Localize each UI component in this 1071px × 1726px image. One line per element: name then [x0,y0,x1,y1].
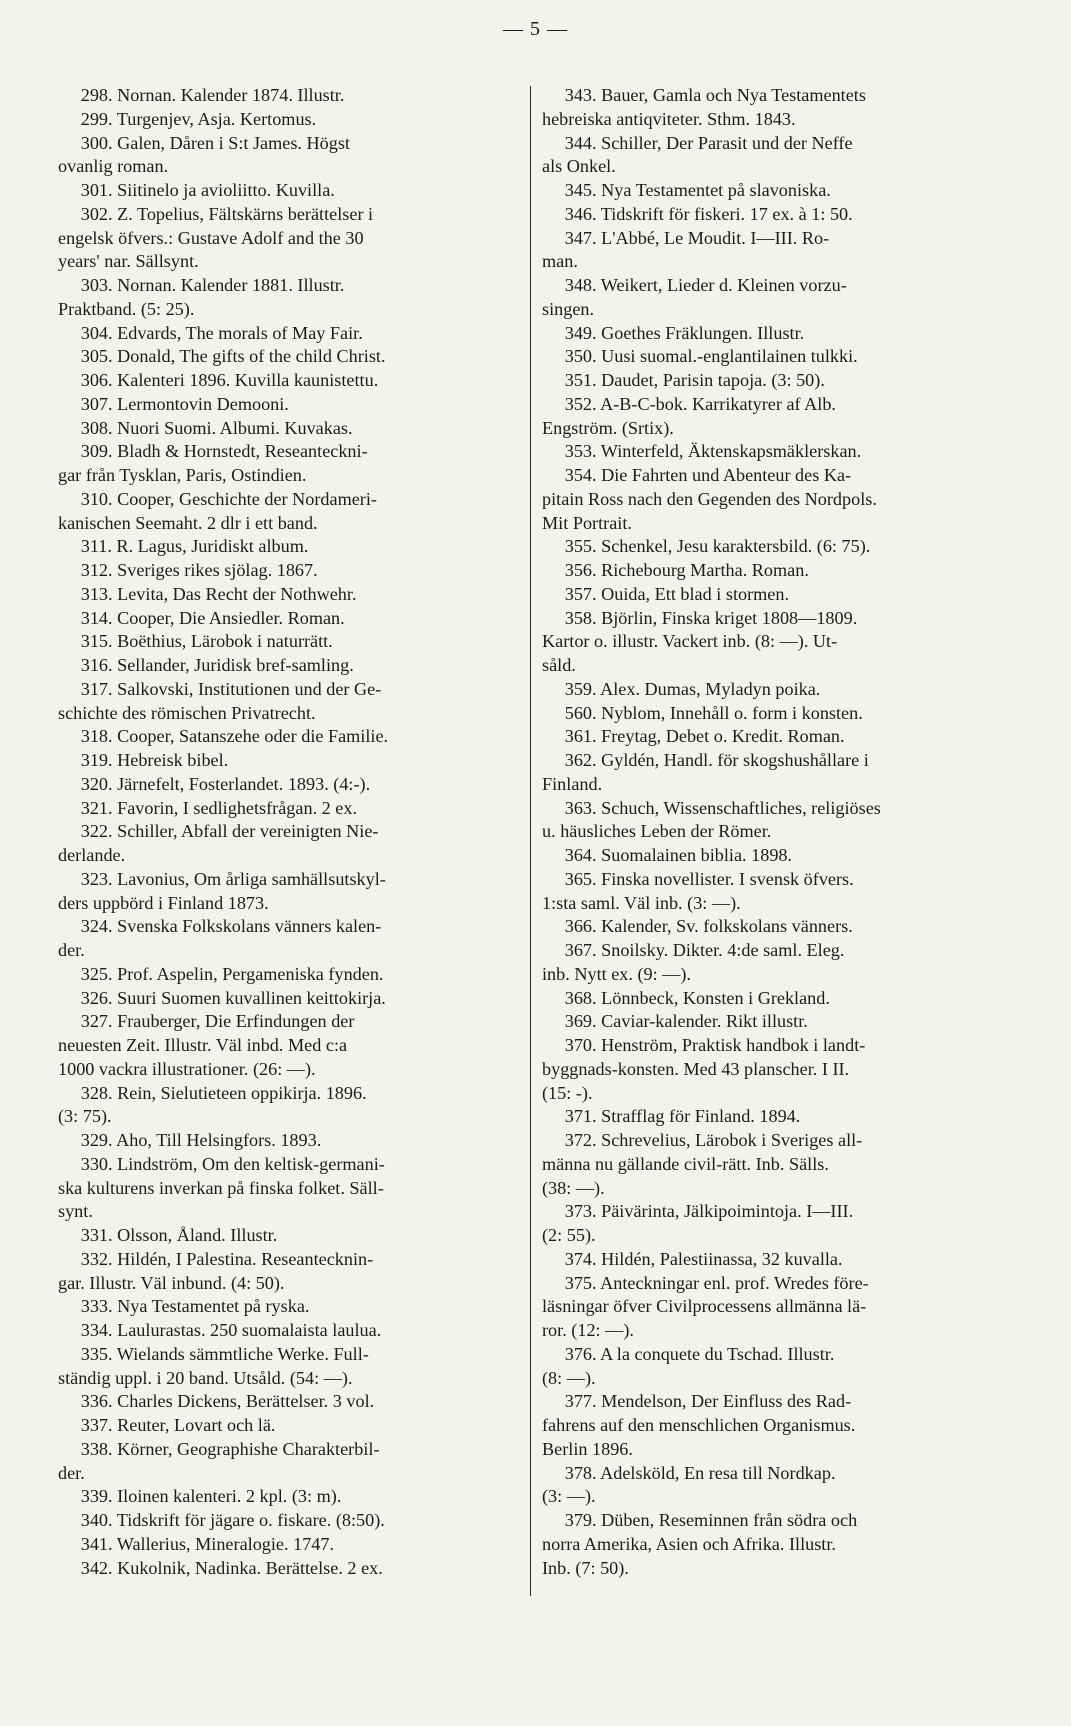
catalog-line: 367. Snoilsky. Dikter. 4:de saml. Eleg. [542,940,845,960]
catalog-line: 322. Schiller, Abfall der vereinigten Nie- [58,821,379,842]
catalog-line: 315. Boëthius, Lärobok i naturrätt. [58,631,333,652]
catalog-line: 306. Kalenteri 1896. Kuvilla kaunistettu. [58,370,379,390]
catalog-line: 339. Iloinen kalenteri. 2 kpl. (3: m). [58,1486,342,1507]
catalog-line: ovanlig roman. [58,156,169,177]
catalog-line: 377. Mendelson, Der Einfluss des Rad- [542,1391,852,1412]
catalog-line: schichte des römischen Privatrecht. [58,702,316,723]
catalog-line: 350. Uusi suomal.-englantilainen tulkki. [542,346,858,367]
catalog-line: synt. [58,1201,93,1222]
catalog-line: 327. Frauberger, Die Erfindungen der [58,1011,355,1032]
catalog-line: 302. Z. Topelius, Fältskärns berättelser i [58,203,374,224]
catalog-line: ska kulturens inverkan på finska folket. Säll- [58,1177,384,1198]
catalog-line: 299. Turgenjev, Asja. Kertomus. [58,108,317,129]
catalog-line: 378. Adelsköld, En resa till Nordkap. [542,1462,836,1483]
catalog-line: 298. Nornan. Kalender 1874. Illustr. [58,85,345,105]
catalog-line: 305. Donald, The gifts of the child Christ. [58,346,386,367]
catalog-line: 330. Lindström, Om den keltisk-germani- [58,1153,385,1174]
catalog-line: 304. Edvards, The morals of May Fair. [58,322,363,343]
catalog-line: 312. Sveriges rikes sjölag. 1867. [58,560,318,580]
catalog-line: 335. Wielands sämmtliche Werke. Full- [58,1343,369,1364]
catalog-line: 329. Aho, Till Helsingfors. 1893. [58,1130,322,1150]
catalog-line: ror. (12: —). [542,1320,634,1340]
catalog-line: ständig uppl. i 20 band. Utsåld. (54: —). [58,1367,353,1388]
catalog-line: 326. Suuri Suomen kuvallinen keittokirja. [58,987,386,1008]
right-column [542,84,1004,1580]
catalog-line: derlande. [58,845,126,865]
catalog-line: 354. Die Fahrten und Abenteur des Ka- [542,465,852,485]
catalog-line: Berlin 1896. [542,1438,633,1459]
catalog-line: 332. Hildén, I Palestina. Reseantecknin- [58,1248,374,1269]
catalog-line: 310. Cooper, Geschichte der Nordameri- [58,488,377,509]
catalog-line: 303. Nornan. Kalender 1881. Illustr. [58,275,345,295]
catalog-line: 365. Finska novellister. I svensk öfvers. [542,868,854,889]
catalog-line: 336. Charles Dickens, Berättelser. 3 vol. [58,1391,375,1412]
catalog-line: 375. Anteckningar enl. prof. Wredes före- [542,1272,869,1293]
catalog-line: männa nu gällande civil-rätt. Inb. Sälls. [542,1153,829,1174]
catalog-line: (3: 75). [58,1106,112,1127]
catalog-line: Inb. (7: 50). [542,1557,629,1578]
catalog-line: 361. Freytag, Debet o. Kredit. Roman. [542,726,845,747]
catalog-line: singen. [542,298,595,319]
catalog-line: Kartor o. illustr. Vackert inb. (8: —). Ut- [542,631,838,652]
catalog-line: 345. Nya Testamentet på slavoniska. [542,180,831,200]
catalog-line: 373. Päivärinta, Jälkipoimintoja. I—III. [542,1201,854,1222]
catalog-line: 300. Galen, Dåren i S:t James. Högst [58,132,350,153]
catalog-line: 324. Svenska Folkskolans vänners kalen- [58,916,382,937]
catalog-line: 346. Tidskrift för fiskeri. 17 ex. à 1: 50. [542,203,853,224]
catalog-line: 323. Lavonius, Om årliga samhällsutskyl- [58,868,386,889]
catalog-line: Engström. (Srtix). [542,417,674,438]
catalog-line: 337. Reuter, Lovart och lä. [58,1415,276,1435]
catalog-line: 359. Alex. Dumas, Myladyn poika. [542,678,821,699]
catalog-line: 356. Richebourg Martha. Roman. [542,560,809,580]
catalog-line: fahrens auf den menschlichen Organismus. [542,1415,856,1435]
catalog-line: 353. Winterfeld, Äktenskapsmäklerskan. [542,441,862,462]
catalog-line: 301. Siitinelo ja avioliitto. Kuvilla. [58,180,335,200]
catalog-line: 347. L'Abbé, Le Moudit. I—III. Ro- [542,227,830,248]
catalog-line: inb. Nytt ex. (9: —). [542,963,692,984]
catalog-line: 309. Bladh & Hornstedt, Reseanteckni- [58,441,368,462]
column-divider [530,86,531,1596]
catalog-line: Mit Portrait. [542,512,632,533]
catalog-line: gar från Tysklan, Paris, Ostindien. [58,465,307,485]
catalog-line: 371. Strafflag för Finland. 1894. [542,1106,801,1127]
catalog-line: 352. A-B-C-bok. Karrikatyrer af Alb. [542,393,836,414]
catalog-line: gar. Illustr. Väl inbund. (4: 50). [58,1272,285,1293]
catalog-line: u. häusliches Leben der Römer. [542,821,772,842]
catalog-line: norra Amerika, Asien och Afrika. Illustr. [542,1533,836,1554]
catalog-line: 342. Kukolnik, Nadinka. Berättelse. 2 ex. [58,1557,383,1578]
catalog-line: 344. Schiller, Der Parasit und der Neffe [542,132,853,153]
catalog-line: 313. Levita, Das Recht der Nothwehr. [58,583,357,604]
catalog-line: 341. Wallerius, Mineralogie. 1747. [58,1533,335,1554]
catalog-line: såld. [542,655,576,675]
catalog-line: engelsk öfvers.: Gustave Adolf and the 30 [58,227,364,248]
catalog-line: Praktband. (5: 25). [58,298,195,319]
catalog-line: 370. Henström, Praktisk handbok i landt- [542,1035,866,1055]
catalog-line: (15: -). [542,1082,593,1103]
catalog-line: 362. Gyldén, Handl. för skogshushållare i [542,750,869,770]
catalog-line: 1:sta saml. Väl inb. (3: —). [542,892,741,913]
catalog-line: 320. Järnefelt, Fosterlandet. 1893. (4:-). [58,773,371,794]
left-column [58,84,520,1580]
catalog-line: 333. Nya Testamentet på ryska. [58,1296,310,1317]
catalog-line: 338. Körner, Geographishe Charakterbil- [58,1438,380,1459]
catalog-line: 343. Bauer, Gamla och Nya Testamentets [542,85,866,105]
catalog-line: 355. Schenkel, Jesu karaktersbild. (6: 75). [542,536,871,557]
catalog-line: 334. Laulurastas. 250 suomalaista laulua. [58,1320,382,1340]
catalog-line: hebreiska antiqviteter. Sthm. 1843. [542,108,796,129]
catalog-line: 314. Cooper, Die Ansiedler. Roman. [58,607,345,628]
catalog-line: (2: 55). [542,1225,596,1245]
catalog-line: kanischen Seemaht. 2 dlr i ett band. [58,512,318,533]
catalog-line: 379. Düben, Reseminnen från södra och [542,1510,858,1530]
catalog-line: 374. Hildén, Palestiinassa, 32 kuvalla. [542,1248,843,1269]
catalog-line: 328. Rein, Sielutieteen oppikirja. 1896. [58,1082,367,1103]
catalog-line: 560. Nyblom, Innehåll o. form i konsten. [542,702,863,723]
catalog-line: 368. Lönnbeck, Konsten i Grekland. [542,987,830,1008]
catalog-line: 348. Weikert, Lieder d. Kleinen vorzu- [542,275,847,295]
catalog-line: 376. A la conquete du Tschad. Illustr. [542,1343,835,1364]
catalog-line: neuesten Zeit. Illustr. Väl inbd. Med c:a [58,1035,348,1055]
catalog-line: byggnads-konsten. Med 43 planscher. I II. [542,1058,850,1079]
page-number: — 5 — [503,18,568,40]
catalog-line: 316. Sellander, Juridisk bref-samling. [58,655,354,675]
catalog-line: 325. Prof. Aspelin, Pergameniska fynden. [58,963,384,984]
catalog-line: 372. Schrevelius, Lärobok i Sveriges all- [542,1130,863,1150]
catalog-line: ders uppbörd i Finland 1873. [58,892,269,913]
catalog-line: 319. Hebreisk bibel. [58,750,229,770]
catalog-line: years' nar. Sällsynt. [58,251,199,272]
catalog-line: (8: —). [542,1367,596,1388]
catalog-line: Finland. [542,773,603,794]
catalog-line: 317. Salkovski, Institutionen und der Ge- [58,678,382,699]
catalog-line: 357. Ouida, Ett blad i stormen. [542,583,790,604]
catalog-line: der. [58,1462,85,1483]
catalog-line: läsningar öfver Civilprocessens allmänna lä- [542,1296,867,1317]
catalog-line: 351. Daudet, Parisin tapoja. (3: 50). [542,370,825,390]
catalog-line: der. [58,940,85,960]
catalog-line: pitain Ross nach den Gegenden des Nordpols. [542,488,877,509]
catalog-line: 321. Favorin, I sedlighetsfrågan. 2 ex. [58,797,358,818]
catalog-line: 366. Kalender, Sv. folkskolans vänners. [542,916,853,937]
catalog-line: (3: —). [542,1486,596,1507]
catalog-line: 331. Olsson, Åland. Illustr. [58,1225,278,1245]
catalog-line: 349. Goethes Fräklungen. Illustr. [542,322,805,343]
catalog-line: (38: —). [542,1177,605,1198]
catalog-line: 363. Schuch, Wissenschaftliches, religiöses [542,797,881,818]
catalog-line: 364. Suomalainen biblia. 1898. [542,845,793,865]
catalog-line: 318. Cooper, Satanszehe oder die Familie. [58,726,389,747]
catalog-line: man. [542,251,578,272]
catalog-line: 308. Nuori Suomi. Albumi. Kuvakas. [58,417,353,438]
catalog-line: 311. R. Lagus, Juridiskt album. [58,536,309,557]
catalog-line: 369. Caviar-kalender. Rikt illustr. [542,1011,808,1032]
catalog-line: 307. Lermontovin Demooni. [58,393,289,414]
catalog-line: als Onkel. [542,156,616,177]
catalog-line: 340. Tidskrift för jägare o. fiskare. (8:50). [58,1510,385,1530]
catalog-line: 1000 vackra illustrationer. (26: —). [58,1058,316,1079]
catalog-line: 358. Björlin, Finska kriget 1808—1809. [542,607,858,628]
